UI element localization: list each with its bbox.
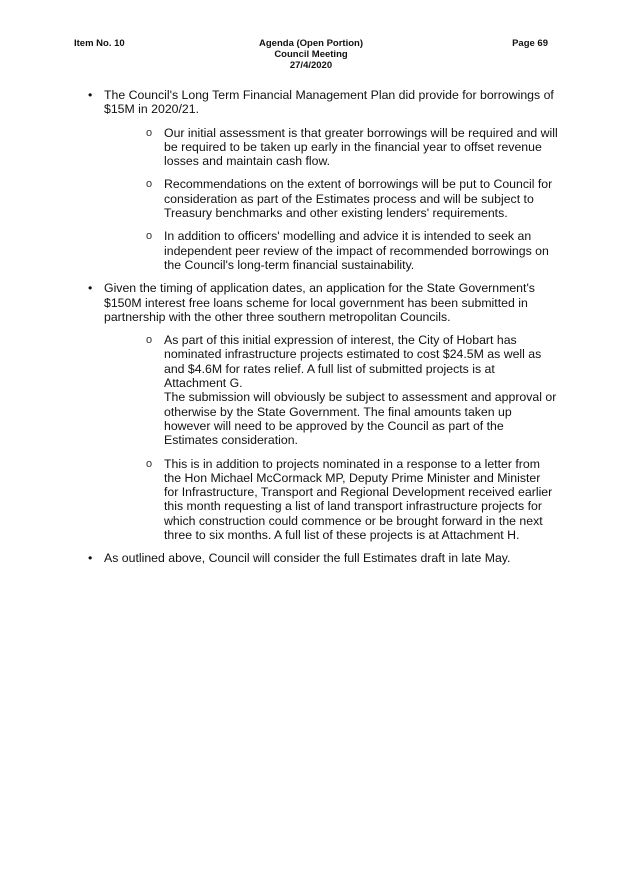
bullet-glyph: •: [88, 281, 93, 296]
sub-bullet-item: [104, 177, 558, 220]
bullet-item: [88, 281, 558, 542]
bullet-glyph: •: [88, 88, 93, 102]
sub-bullet-item: [104, 126, 558, 169]
agenda-title: Agenda (Open Portion): [259, 38, 363, 49]
page-number: Page 69: [512, 38, 548, 49]
bullet-text: As outlined above, Council will consider the full Estimates draft in late May.: [104, 551, 511, 566]
meeting-date: 27/4/2020: [289, 60, 333, 71]
sub-bullet-glyph: o: [146, 230, 153, 243]
sub-bullet-text: Our initial assessment is that greater borrowings will be required and will be required to be taken up early in the financial year to offset revenue losses and maintain cash flow.: [164, 125, 558, 169]
sub-bullet-glyph: o: [146, 334, 153, 347]
bullet-glyph: •: [88, 551, 93, 566]
sub-bullet-continuation: The submission will obviously be subject to assessment and approval or otherwise by the State Government. The final amounts taken up however will need to be approved by the Council as part of the Estimates consideration.: [164, 390, 557, 448]
sub-bullet-glyph: o: [146, 178, 153, 191]
bullet-item: [88, 551, 558, 565]
sub-bullet-glyph: o: [146, 126, 153, 139]
item-number: Item No. 10: [74, 38, 125, 49]
sub-bullet-text: Recommendations on the extent of borrowings will be put to Council for consideration as part of the Estimates process and will be subject to Treasury benchmarks and other existing lenders' requirements.: [164, 177, 553, 221]
document-body: [88, 88, 558, 575]
sub-bullet-text: This is in addition to projects nominated in a response to a letter from the Hon Michael McCormack MP, Deputy Prime Minister and Minister for Infrastructure, Transport and Regional Development received earlier this month requesting a list of land transport infrastructure projects for which construction could commence or be brought forward in the next three to six months. A full list of these projects is at Attachment H.: [164, 456, 553, 543]
sub-bullet-item: [104, 229, 558, 272]
meeting-name: Council Meeting: [274, 49, 348, 60]
bullet-text: The Council's Long Term Financial Management Plan did provide for borrowings of $15M in 2020/21.: [104, 88, 554, 117]
sub-bullet-item: [104, 457, 558, 543]
bullet-text: Given the timing of application dates, an application for the State Government's $150M interest free loans scheme for local government has been submitted in partnership with the other three southern metropolitan Councils.: [104, 281, 535, 324]
sub-bullet-text: As part of this initial expression of interest, the City of Hobart has nominated infrastructure projects estimated to cost $24.5M as well as and $4.6M for rates relief. A full list of submitted projects is at Attachment G.: [164, 333, 542, 391]
sub-bullet-text: In addition to officers' modelling and advice it is intended to seek an independent peer review of the impact of recommended borrowings on the Council's long-term financial sustainability.: [164, 229, 549, 272]
sub-bullet-glyph: o: [146, 457, 153, 470]
bullet-item: [88, 88, 558, 272]
sub-bullet-item: [104, 333, 558, 447]
